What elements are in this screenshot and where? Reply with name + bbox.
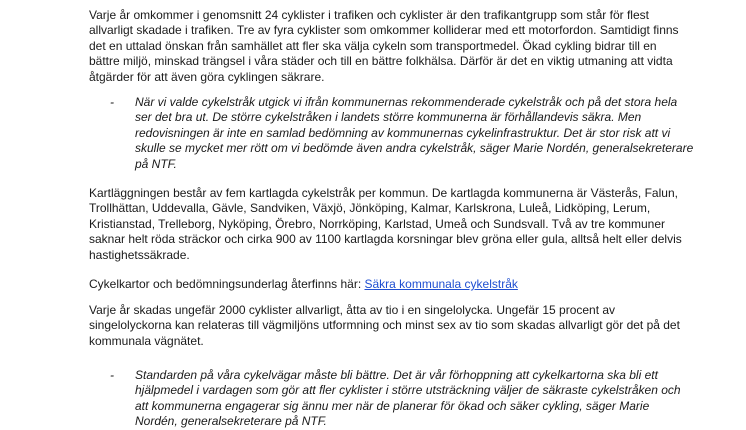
mapping-paragraph: Kartläggningen består av fem kartlagda cykelstråk per kommun. De kartlagda kommunerna är Västerås, Falun, Trollhättan, Uddevalla, Gävle, Sandviken, Växjö, Jönköping, Kalmar, Karlskrona, Luleå, Lidköping, Lerum, Kristianstad, Trelleborg, Nyköping, Örebro, Norrköping, Karlstad, Umeå och Sundsvall. Två av tre kommuner saknar helt röda sträckor och cirka 900 av 1100 kartlagda korsningar blev gröna eller gula, alltså helt eller delvis hastighetssäkrade. [89,186,682,262]
quote-1-dash: - [110,95,114,109]
quote-2: Standarden på våra cykelvägar måste bli bättre. Det är vår förhoppning att cykelkartorna ska bli ett hjälpmedel i vardagen som gör att fler cyklister i större utsträckning väljer de säkraste cykelstråken och att kommunerna engagerar sig ännu mer när de planerar för ökad och säker cykling, säger Marie Nordén, generalsekreterare på NTF. [135,368,681,429]
quote-1: När vi valde cykelstråk utgick vi ifrån kommunernas rekommenderade cykelstråk och på det stora hela ser det bra ut. De större cykelstråken i landets större kommunerna är förhållandevis säkra. Men redovisningen är inte en samlad bedömning av kommunernas cykelinfrastruktur. Det är stor risk att vi skulle se mycket mer rött om vi bedömde även andra cykelstråk, säger Marie Nordén, generalsekreterare på NTF. [135,95,694,171]
safe-cycle-routes-link[interactable]: Säkra kommunala cykelstråk [364,277,518,291]
link-paragraph-prefix: Cykelkartor och bedömningsunderlag återfinns här: [89,277,365,291]
injury-paragraph: Varje år skadas ungefär 2000 cyklister allvarligt, åtta av tio i en singelolycka. Ungefär 15 procent av singelolyckorna kan relateras till vägmiljöns utformning och minst sex av tio som skadas allvarligt gör det på det kommunala vägnätet. [89,303,680,348]
link-paragraph [89,277,689,292]
intro-paragraph: Varje år omkommer i genomsnitt 24 cyklister i trafiken och cyklister är den trafikantgrupp som står för flest allvarligt skadade i trafiken. Tre av fyra cyklister som omkommer kolliderar med ett motorfordon. Samtidigt finns det en uttalad önskan från samhället att fler ska välja cykeln som transportmedel. Ökad cykling bidrar till en bättre miljö, minskad trängsel i våra städer och till en bättre folkhälsa. Därför är det en viktig utmaning att vidta åtgärder för att även göra cyklingen säkrare. [89,8,679,84]
quote-2-dash: - [110,368,114,382]
